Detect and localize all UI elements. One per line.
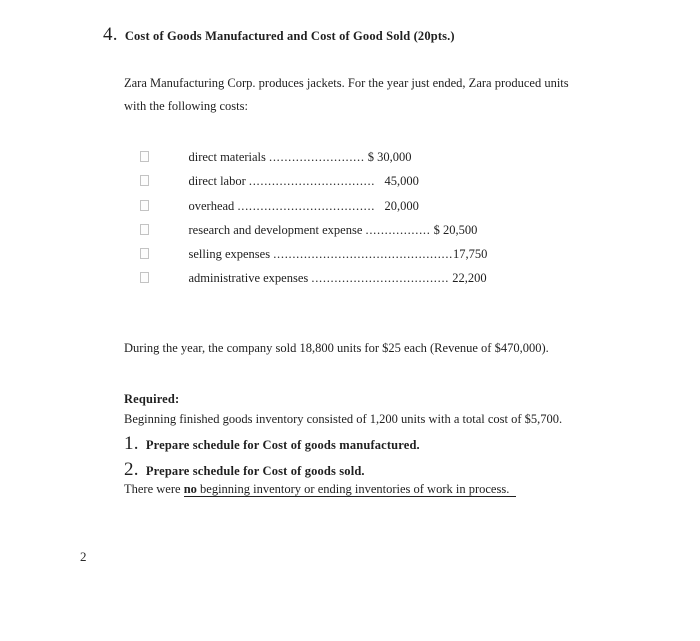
cost-item-label: research and development expense	[188, 223, 366, 237]
checkbox-icon	[140, 272, 149, 283]
intro-line-1: Zara Manufacturing Corp. produces jackets. For the year just ended, Zara produced units	[124, 76, 569, 90]
required-heading: Required:	[124, 392, 180, 406]
required-item-1-text: Prepare schedule for Cost of goods manufactured.	[145, 438, 420, 452]
emphasis-no: no	[183, 482, 197, 496]
page-number: 2	[80, 549, 87, 564]
cost-item-label: administrative expenses	[188, 271, 312, 285]
cost-item-label: selling expenses	[188, 247, 274, 261]
narrative-line-2: Beginning finished goods inventory consisted of 1,200 units with a total cost of $5,700.	[124, 411, 563, 426]
cost-item-label: direct labor	[188, 174, 249, 188]
dot-leader: .................	[365, 223, 431, 237]
intro-paragraph	[124, 72, 569, 118]
cost-item-amount: 20,000	[375, 199, 419, 213]
question-number: 4.	[103, 24, 118, 45]
dot-leader: .................................	[248, 174, 376, 188]
cost-item-label: overhead	[188, 199, 238, 213]
required-item-2-text: Prepare schedule for Cost of goods sold.	[145, 464, 365, 478]
narrative-paragraph	[124, 290, 562, 549]
narrative-line-1: During the year, the company sold 18,800 units for $25 each (Revenue of $470,000).	[124, 341, 549, 355]
cost-item-amount: $ 30,000	[364, 150, 412, 164]
required-item-1-number: 1.	[124, 433, 139, 454]
cost-item-amount: $ 20,500	[430, 223, 478, 237]
required-item-2	[124, 459, 365, 481]
dot-leader: .........................	[269, 150, 365, 164]
dot-leader: ....................................	[311, 271, 450, 285]
dot-leader: ...............................................	[273, 247, 453, 261]
question-heading	[103, 24, 455, 46]
intro-line-2: with the following costs:	[124, 99, 248, 113]
dot-leader: ....................................	[237, 199, 376, 213]
cost-item-amount: 45,000	[375, 174, 419, 188]
cost-item-label: direct materials	[188, 150, 270, 164]
required-item-1	[124, 433, 420, 455]
cost-item-amount: 22,200	[449, 271, 487, 285]
narrative-line-3-prefix: There were	[124, 482, 184, 496]
underlined-text: beginning inventory or ending inventories of work in process.	[196, 482, 516, 496]
narrative-line-3	[124, 478, 562, 502]
underlined-phrase	[184, 482, 516, 497]
cost-item-amount: 17,750	[453, 247, 488, 261]
question-title: Cost of Goods Manufactured and Cost of Good Sold (20pts.)	[124, 29, 455, 43]
required-item-2-number: 2.	[124, 459, 139, 480]
